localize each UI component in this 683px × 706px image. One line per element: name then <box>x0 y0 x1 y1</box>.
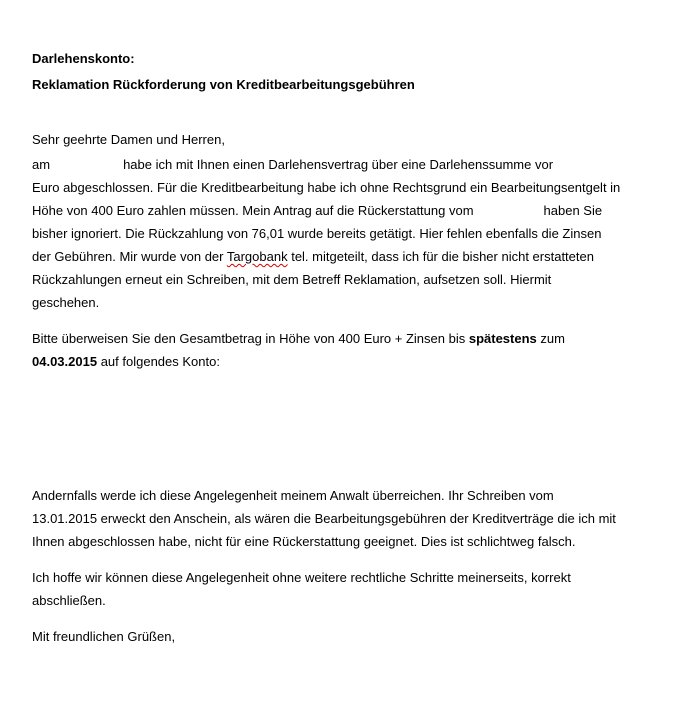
paragraph-3-line-2: 13.01.2015 erweckt den Anschein, als wären die Bearbeitungsgebühren der Kreditverträge die ich mit <box>32 511 616 526</box>
paragraph-4-line-1: Ich hoffe wir können diese Angelegenheit ohne weitere rechtliche Schritte meinerseits, korrekt <box>32 570 571 585</box>
paragraph-2-line-2 <box>32 350 220 373</box>
deadline-emphasis: spätestens <box>468 331 537 346</box>
contract-text: habe ich mit Ihnen einen Darlehensvertrag über eine Darlehenssumme vor <box>123 157 554 172</box>
subject-line: Reklamation Rückforderung von Kreditbearbeitungsgebühren <box>32 77 415 92</box>
bank-name-spellcheck: Targobank <box>226 249 288 264</box>
paragraph-1-line-3 <box>32 199 602 222</box>
account-label: Darlehenskonto: <box>32 51 135 66</box>
closing: Mit freundlichen Grüßen, <box>32 629 176 644</box>
paragraph-1-line-7: geschehen. <box>32 295 100 310</box>
paragraph-1-line-4: bisher ignoriert. Die Rückzahlung von 76,01 wurde bereits getätigt. Hier fehlen ebenfalls die Zinsen <box>32 226 602 241</box>
informed-text: tel. mitgeteilt, dass ich für die bisher nicht erstatteten <box>287 249 594 264</box>
paragraph-1-line-2: Euro abgeschlossen. Für die Kreditbearbeitung habe ich ohne Rechtsgrund ein Bearbeitungsentgelt in <box>32 180 621 195</box>
fees-text: der Gebühren. Mir wurde von der <box>32 249 227 264</box>
paragraph-2-line-1 <box>32 327 565 350</box>
ignored-text: haben Sie <box>543 203 603 218</box>
transfer-text: Bitte überweisen Sie den Gesamtbetrag in Höhe von 400 Euro + Zinsen bis <box>32 331 469 346</box>
paragraph-1-line-5 <box>32 245 594 268</box>
paragraph-3-line-3: Ihnen abgeschlossen habe, nicht für eine Rückerstattung geeignet. Dies ist schlichtweg falsch. <box>32 534 576 549</box>
salutation: Sehr geehrte Damen und Herren, <box>32 132 225 147</box>
deadline-date: 04.03.2015 <box>32 354 98 369</box>
paragraph-1-line-1 <box>32 153 553 176</box>
paragraph-1-line-6: Rückzahlungen erneut ein Schreiben, mit dem Betreff Reklamation, aufsetzen soll. Hiermit <box>32 272 552 287</box>
paragraph-3-line-1: Andernfalls werde ich diese Angelegenheit meinem Anwalt überreichen. Ihr Schreiben vom <box>32 488 554 503</box>
refund-request-text: Höhe von 400 Euro zahlen müssen. Mein Antrag auf die Rückerstattung vom <box>32 203 474 218</box>
paragraph-4-line-2: abschließen. <box>32 593 106 608</box>
account-text: auf folgendes Konto: <box>97 354 220 369</box>
zum-text: zum <box>536 331 565 346</box>
date-prefix: am <box>32 157 51 172</box>
